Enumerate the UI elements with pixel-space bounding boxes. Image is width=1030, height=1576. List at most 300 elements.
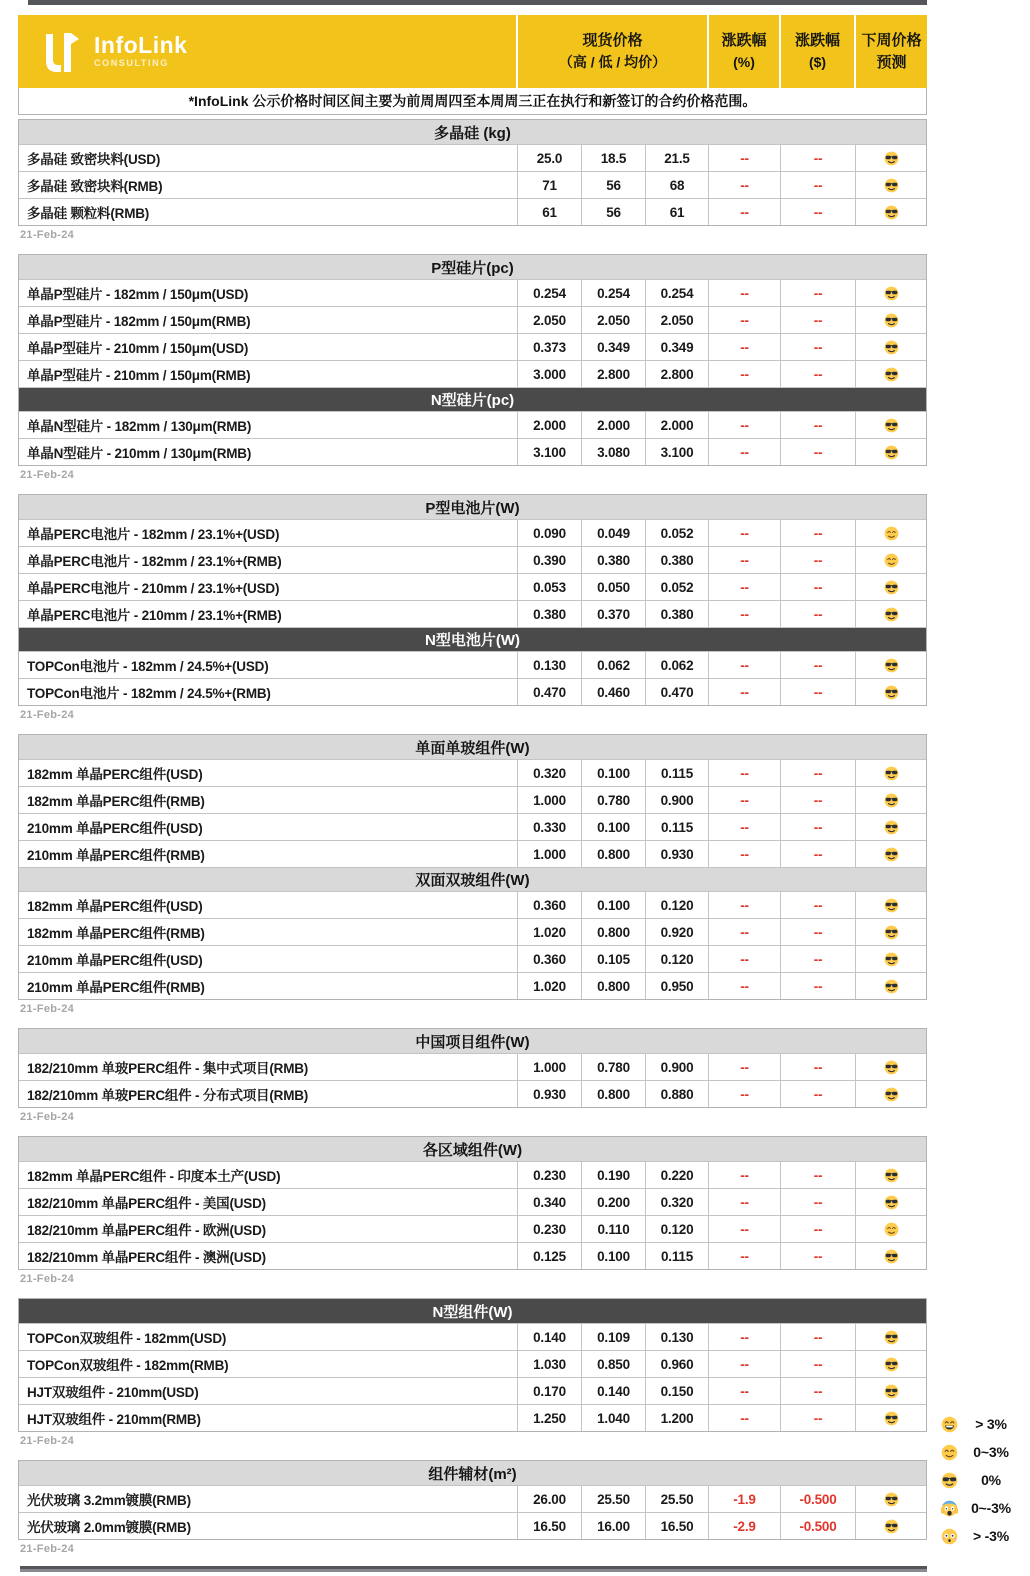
smile-emoji-icon (941, 1444, 958, 1461)
forecast-cell (855, 601, 927, 627)
price-avg: 3.100 (645, 439, 708, 465)
price-high: 2.050 (517, 307, 581, 333)
change-usd: -0.500 (780, 1513, 855, 1539)
change-pct: -- (708, 787, 780, 813)
price-high: 25.0 (517, 145, 581, 171)
forecast-cell (855, 574, 927, 600)
price-high: 0.254 (517, 280, 581, 306)
change-usd-label: 涨跌幅 (794, 32, 840, 50)
forecast-cell (855, 172, 927, 198)
price-low: 3.080 (581, 439, 645, 465)
date-stamp: 21-Feb-24 (20, 1543, 75, 1555)
price-low: 0.105 (581, 946, 645, 972)
row-label: 182mm 单晶PERC组件(USD) (27, 767, 203, 782)
forecast-cell (855, 1081, 927, 1107)
price-high: 0.320 (517, 760, 581, 786)
row-label: 单晶PERC电池片 - 210mm / 23.1%+(USD) (27, 581, 280, 596)
change-usd: -- (780, 760, 855, 786)
spot-price-label: 现货价格 (582, 32, 643, 50)
row-label: 182mm 单晶PERC组件(RMB) (27, 926, 205, 941)
table-row (19, 546, 926, 573)
change-pct: -- (708, 172, 780, 198)
legend-label: 0~3% (973, 1444, 1009, 1460)
row-label: TOPCon电池片 - 182mm / 24.5%+(RMB) (27, 686, 271, 701)
price-low: 0.800 (581, 973, 645, 999)
table-row (19, 438, 926, 465)
change-pct: -- (708, 199, 780, 225)
sunglasses-emoji-icon (884, 367, 899, 382)
sunglasses-emoji-icon (884, 1060, 899, 1075)
change-usd: -- (780, 892, 855, 918)
forecast-cell (855, 973, 927, 999)
change-usd: -- (780, 1081, 855, 1107)
sunglasses-emoji-icon (884, 445, 899, 460)
price-avg: 2.800 (645, 361, 708, 387)
section-header: N型电池片(W) (19, 627, 926, 651)
price-avg: 0.115 (645, 1243, 708, 1269)
row-label: 182/210mm 单玻PERC组件 - 集中式项目(RMB) (27, 1061, 309, 1076)
row-label: 光伏玻璃 3.2mm镀膜(RMB) (27, 1493, 191, 1508)
price-avg: 21.5 (645, 145, 708, 171)
price-avg: 0.062 (645, 652, 708, 678)
sunglasses-emoji-icon (884, 685, 899, 700)
change-pct: -- (708, 547, 780, 573)
price-low: 2.000 (581, 412, 645, 438)
price-high: 1.000 (517, 787, 581, 813)
price-high: 0.330 (517, 814, 581, 840)
sunglasses-emoji-icon (884, 580, 899, 595)
section-header: 双面双玻组件(W) (19, 867, 926, 891)
price-high: 61 (517, 199, 581, 225)
page-edge-top (28, 0, 927, 5)
sunglasses-emoji-icon (884, 178, 899, 193)
forecast-cell (855, 361, 927, 387)
price-low: 0.349 (581, 334, 645, 360)
price-low: 0.254 (581, 280, 645, 306)
row-label: 多晶硅 颗粒料(RMB) (27, 206, 150, 221)
change-pct: -- (708, 1378, 780, 1404)
change-usd: -- (780, 334, 855, 360)
change-pct: -- (708, 439, 780, 465)
row-label: 210mm 单晶PERC组件(USD) (27, 953, 203, 968)
price-avg: 68 (645, 172, 708, 198)
price-high: 16.50 (517, 1513, 581, 1539)
forecast-cell (855, 334, 927, 360)
forecast-cell (855, 760, 927, 786)
section-header: 多晶硅 (kg) (19, 120, 926, 144)
change-pct: -- (708, 679, 780, 705)
row-label: 单晶P型硅片 - 210mm / 150μm(RMB) (27, 368, 251, 383)
row-label: 182mm 单晶PERC组件 - 印度本土产(USD) (27, 1169, 281, 1184)
sunglasses-emoji-icon (884, 418, 899, 433)
sunglasses-emoji-icon (884, 925, 899, 940)
change-pct: -- (708, 946, 780, 972)
table-row (19, 972, 926, 999)
price-table (18, 1460, 927, 1540)
change-pct: -- (708, 307, 780, 333)
section-header: N型组件(W) (19, 1299, 926, 1323)
change-pct: -- (708, 1243, 780, 1269)
price-low: 0.100 (581, 892, 645, 918)
table-row (19, 1485, 926, 1512)
row-label: 单晶P型硅片 - 210mm / 150μm(USD) (27, 341, 249, 356)
change-usd: -- (780, 652, 855, 678)
price-low: 0.800 (581, 919, 645, 945)
price-avg: 0.150 (645, 1378, 708, 1404)
table-row (19, 651, 926, 678)
price-avg: 0.052 (645, 520, 708, 546)
change-usd: -- (780, 601, 855, 627)
change-pct: -- (708, 1162, 780, 1188)
price-avg: 0.900 (645, 1054, 708, 1080)
row-label: 单晶PERC电池片 - 210mm / 23.1%+(RMB) (27, 608, 282, 623)
table-row (19, 1053, 926, 1080)
sunglasses-emoji-icon (884, 979, 899, 994)
row-label: TOPCon双玻组件 - 182mm(USD) (27, 1331, 227, 1346)
forecast-cell (855, 439, 927, 465)
change-usd: -- (780, 412, 855, 438)
change-pct: -- (708, 1216, 780, 1242)
column-header-forecast (854, 15, 927, 88)
change-pct: -- (708, 574, 780, 600)
price-table (18, 1028, 927, 1108)
forecast-label-line2: 预测 (876, 53, 907, 71)
legend-emoji (941, 1444, 958, 1461)
price-high: 1.020 (517, 973, 581, 999)
price-table (18, 119, 927, 226)
sunglasses-emoji-icon (884, 151, 899, 166)
legend-emoji (941, 1472, 958, 1489)
change-pct: -- (708, 361, 780, 387)
forecast-cell (855, 919, 927, 945)
price-low: 0.380 (581, 547, 645, 573)
forecast-cell (855, 280, 927, 306)
price-high: 1.000 (517, 1054, 581, 1080)
forecast-cell (855, 892, 927, 918)
sunglasses-emoji-icon (884, 766, 899, 781)
price-avg: 0.900 (645, 787, 708, 813)
brand-subtitle: CONSULTING (94, 58, 169, 69)
table-row (19, 1350, 926, 1377)
sunglasses-emoji-icon (941, 1472, 958, 1489)
price-low: 2.050 (581, 307, 645, 333)
price-low: 2.800 (581, 361, 645, 387)
forecast-cell (855, 1054, 927, 1080)
legend-item (941, 1522, 1024, 1550)
flushed-emoji-icon (941, 1528, 958, 1545)
sunglasses-emoji-icon (884, 898, 899, 913)
price-low: 0.109 (581, 1324, 645, 1350)
price-table (18, 254, 927, 466)
forecast-cell (855, 652, 927, 678)
row-label: 单晶PERC电池片 - 182mm / 23.1%+(USD) (27, 527, 280, 542)
price-high: 0.360 (517, 892, 581, 918)
price-high: 0.930 (517, 1081, 581, 1107)
sunglasses-emoji-icon (884, 340, 899, 355)
price-high: 1.020 (517, 919, 581, 945)
row-label: 单晶PERC电池片 - 182mm / 23.1%+(RMB) (27, 554, 282, 569)
change-pct: -- (708, 145, 780, 171)
price-high: 0.380 (517, 601, 581, 627)
legend-label: > 3% (975, 1416, 1007, 1432)
row-label: 210mm 单晶PERC组件(RMB) (27, 848, 205, 863)
price-avg: 0.380 (645, 547, 708, 573)
price-low: 0.780 (581, 787, 645, 813)
brand-name: InfoLink (94, 31, 188, 58)
table-row (19, 813, 926, 840)
price-avg: 1.200 (645, 1405, 708, 1431)
change-usd: -- (780, 787, 855, 813)
price-avg: 0.220 (645, 1162, 708, 1188)
change-usd: -- (780, 919, 855, 945)
table-row (19, 279, 926, 306)
table-row (19, 786, 926, 813)
change-pct: -- (708, 1324, 780, 1350)
price-low: 25.50 (581, 1486, 645, 1512)
price-high: 0.360 (517, 946, 581, 972)
price-low: 56 (581, 199, 645, 225)
price-avg: 0.115 (645, 814, 708, 840)
price-high: 0.390 (517, 547, 581, 573)
change-pct: -- (708, 973, 780, 999)
infolink-logo-text (94, 33, 187, 70)
table-row (19, 171, 926, 198)
legend-item (941, 1438, 1024, 1466)
smile-emoji-icon (884, 1222, 899, 1237)
sunglasses-emoji-icon (884, 1330, 899, 1345)
change-usd: -- (780, 520, 855, 546)
forecast-cell (855, 1405, 927, 1431)
sunglasses-emoji-icon (884, 286, 899, 301)
price-avg: 0.470 (645, 679, 708, 705)
change-usd: -- (780, 574, 855, 600)
price-low: 0.370 (581, 601, 645, 627)
change-pct: -- (708, 412, 780, 438)
price-high: 0.090 (517, 520, 581, 546)
legend-item (941, 1410, 1024, 1438)
price-low: 56 (581, 172, 645, 198)
table-row (19, 1188, 926, 1215)
change-pct: -- (708, 334, 780, 360)
change-usd: -- (780, 172, 855, 198)
infolink-logo-icon (40, 30, 84, 74)
change-pct: -- (708, 1189, 780, 1215)
price-avg: 0.130 (645, 1324, 708, 1350)
section-header: P型电池片(W) (19, 495, 926, 519)
row-label: 210mm 单晶PERC组件(RMB) (27, 980, 205, 995)
table-row (19, 360, 926, 387)
forecast-cell (855, 307, 927, 333)
price-high: 0.373 (517, 334, 581, 360)
price-high: 0.230 (517, 1162, 581, 1188)
price-avg: 16.50 (645, 1513, 708, 1539)
forecast-cell (855, 520, 927, 546)
price-high: 0.170 (517, 1378, 581, 1404)
sunglasses-emoji-icon (884, 1492, 899, 1507)
price-blocks (18, 119, 927, 1556)
section-header: N型硅片(pc) (19, 387, 926, 411)
forecast-cell (855, 145, 927, 171)
change-usd: -- (780, 1324, 855, 1350)
date-stamp: 21-Feb-24 (20, 1273, 75, 1285)
date-stamp: 21-Feb-24 (20, 709, 75, 721)
price-table (18, 494, 927, 706)
forecast-cell (855, 679, 927, 705)
change-usd: -- (780, 841, 855, 867)
forecast-cell (855, 1351, 927, 1377)
change-usd: -- (780, 1216, 855, 1242)
price-low: 0.050 (581, 574, 645, 600)
date-stamp: 21-Feb-24 (20, 469, 75, 481)
legend-emoji (941, 1416, 958, 1433)
forecast-cell (855, 1513, 927, 1539)
table-row (19, 759, 926, 786)
column-header-change-usd (779, 15, 854, 88)
price-sheet (18, 15, 927, 1568)
row-label: 210mm 单晶PERC组件(USD) (27, 821, 203, 836)
row-label: 182/210mm 单玻PERC组件 - 分布式项目(RMB) (27, 1088, 309, 1103)
price-high: 0.125 (517, 1243, 581, 1269)
price-low: 0.850 (581, 1351, 645, 1377)
price-avg: 2.050 (645, 307, 708, 333)
row-label: 182/210mm 单晶PERC组件 - 美国(USD) (27, 1196, 266, 1211)
sunglasses-emoji-icon (884, 1357, 899, 1372)
table-row (19, 600, 926, 627)
change-usd: -- (780, 307, 855, 333)
legend-emoji (941, 1500, 958, 1517)
price-avg: 2.000 (645, 412, 708, 438)
forecast-cell (855, 946, 927, 972)
section-header: 单面单玻组件(W) (19, 735, 926, 759)
page-edge-bottom (20, 1566, 927, 1572)
change-pct: -- (708, 601, 780, 627)
change-usd: -- (780, 946, 855, 972)
legend-emoji (941, 1528, 958, 1545)
legend-item (941, 1494, 1024, 1522)
forecast-cell (855, 1378, 927, 1404)
forecast-cell (855, 547, 927, 573)
legend-label: > -3% (973, 1528, 1009, 1544)
price-high: 2.000 (517, 412, 581, 438)
table-row (19, 678, 926, 705)
sunglasses-emoji-icon (884, 793, 899, 808)
row-label: 多晶硅 致密块料(RMB) (27, 179, 163, 194)
table-row (19, 306, 926, 333)
row-label: 单晶N型硅片 - 210mm / 130μm(RMB) (27, 446, 252, 461)
price-low: 16.00 (581, 1513, 645, 1539)
table-row (19, 1323, 926, 1350)
change-pct: -- (708, 919, 780, 945)
price-avg: 0.349 (645, 334, 708, 360)
forecast-cell (855, 1162, 927, 1188)
forecast-cell (855, 1189, 927, 1215)
forecast-label-line1: 下周价格 (861, 31, 922, 49)
sunglasses-emoji-icon (884, 1519, 899, 1534)
change-pct: -- (708, 841, 780, 867)
price-table (18, 1136, 927, 1270)
change-pct: -- (708, 892, 780, 918)
scream-emoji-icon (941, 1500, 958, 1517)
sunglasses-emoji-icon (884, 1087, 899, 1102)
table-row (19, 1215, 926, 1242)
legend-item (941, 1466, 1024, 1494)
table-row (19, 1512, 926, 1539)
change-usd: -- (780, 199, 855, 225)
sunglasses-emoji-icon (884, 1384, 899, 1399)
table-row (19, 891, 926, 918)
change-pct: -- (708, 652, 780, 678)
price-high: 0.340 (517, 1189, 581, 1215)
price-low: 0.100 (581, 760, 645, 786)
sunglasses-emoji-icon (884, 1195, 899, 1210)
row-label: 多晶硅 致密块料(USD) (27, 152, 161, 167)
change-pct: -- (708, 1405, 780, 1431)
row-label: 单晶N型硅片 - 182mm / 130μm(RMB) (27, 419, 252, 434)
price-note: *InfoLink 公示价格时间区间主要为前周周四至本周周三正在执行和新签订的合约价格范围。 (18, 88, 927, 115)
change-usd: -- (780, 973, 855, 999)
price-avg: 0.960 (645, 1351, 708, 1377)
price-avg: 0.115 (645, 760, 708, 786)
forecast-cell (855, 1324, 927, 1350)
row-label: 182mm 单晶PERC组件(USD) (27, 899, 203, 914)
price-avg: 0.930 (645, 841, 708, 867)
price-avg: 0.120 (645, 892, 708, 918)
sunglasses-emoji-icon (884, 313, 899, 328)
change-usd-unit: ($) (808, 54, 827, 71)
price-high: 0.053 (517, 574, 581, 600)
row-label: HJT双玻组件 - 210mm(RMB) (27, 1412, 201, 1427)
change-pct: -- (708, 1054, 780, 1080)
price-low: 0.800 (581, 1081, 645, 1107)
price-high: 1.030 (517, 1351, 581, 1377)
table-row (19, 573, 926, 600)
forecast-cell (855, 814, 927, 840)
forecast-cell (855, 412, 927, 438)
change-pct-label: 涨跌幅 (721, 32, 767, 50)
infolink-logo (18, 15, 516, 88)
row-label: TOPCon电池片 - 182mm / 24.5%+(USD) (27, 659, 269, 674)
table-row (19, 333, 926, 360)
price-high: 1.250 (517, 1405, 581, 1431)
change-pct: -2.9 (708, 1513, 780, 1539)
forecast-cell (855, 1216, 927, 1242)
price-low: 0.190 (581, 1162, 645, 1188)
change-usd: -- (780, 1243, 855, 1269)
change-usd: -- (780, 1378, 855, 1404)
table-row (19, 1404, 926, 1431)
row-label: 光伏玻璃 2.0mm镀膜(RMB) (27, 1520, 191, 1535)
legend-label: 0% (981, 1472, 1001, 1488)
price-high: 3.000 (517, 361, 581, 387)
price-high: 0.470 (517, 679, 581, 705)
change-pct: -- (708, 280, 780, 306)
row-label: 182/210mm 单晶PERC组件 - 澳洲(USD) (27, 1250, 266, 1265)
price-avg: 0.920 (645, 919, 708, 945)
change-pct-unit: (%) (733, 54, 755, 71)
price-high: 3.100 (517, 439, 581, 465)
column-header-change-pct (707, 15, 779, 88)
sunglasses-emoji-icon (884, 1168, 899, 1183)
date-stamp: 21-Feb-24 (20, 1003, 75, 1015)
price-avg: 61 (645, 199, 708, 225)
change-usd: -- (780, 1405, 855, 1431)
change-usd: -- (780, 679, 855, 705)
row-label: HJT双玻组件 - 210mm(USD) (27, 1385, 199, 1400)
sunglasses-emoji-icon (884, 658, 899, 673)
price-avg: 25.50 (645, 1486, 708, 1512)
table-row (19, 1080, 926, 1107)
price-low: 1.040 (581, 1405, 645, 1431)
